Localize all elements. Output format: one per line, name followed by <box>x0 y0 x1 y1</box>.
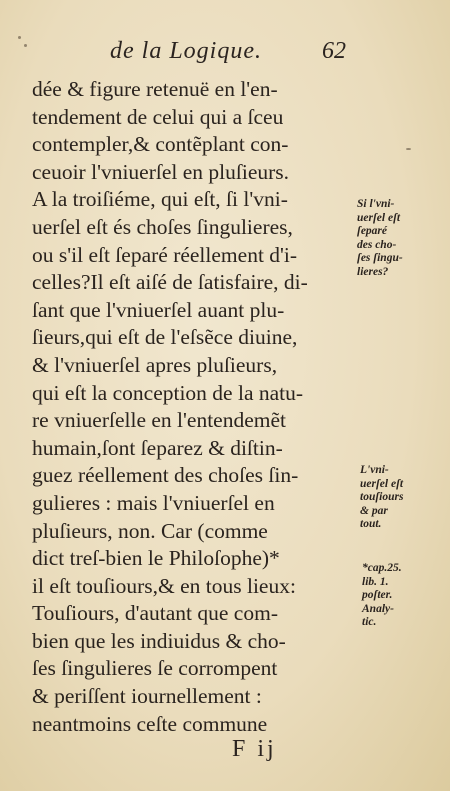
margin-note-line: Si l'vni- <box>357 198 395 210</box>
text-line: A la troiſiéme, qui eſt, ſi l'vni- <box>32 187 288 212</box>
text-line: contempler,& contẽplant con- <box>32 132 289 157</box>
signature-mark: F ij <box>232 736 277 762</box>
margin-note-line: touſiours <box>360 491 404 503</box>
text-line: re vniuerſelle en l'entendemẽt <box>32 408 286 433</box>
margin-note-line: Analy- <box>362 602 394 615</box>
text-line: ou s'il eſt ſeparé réellement d'i- <box>32 242 298 267</box>
body-text <box>32 76 362 738</box>
text-line: qui eſt la conception de la natu- <box>32 380 304 405</box>
margin-note-line: ſeparé <box>357 225 388 237</box>
margin-note-line: lieres? <box>357 265 389 278</box>
text-line: gulieres : mais l'vniuerſel en <box>32 490 275 515</box>
page-speck <box>406 148 411 150</box>
margin-note-separation <box>357 198 403 279</box>
text-line: celles?Il eſt aiſé de ſatisfaire, di- <box>32 270 308 295</box>
page-header <box>0 38 450 70</box>
text-line: Touſiours, d'autant que com- <box>32 601 278 626</box>
text-line: ſieurs,qui eſt de l'eſsẽce diuine, <box>32 325 298 350</box>
text-line: pluſieurs, non. Car (comme <box>32 518 268 543</box>
margin-note-always <box>360 464 403 532</box>
text-line: il eſt touſiours,& en tous lieux: <box>32 573 296 598</box>
page-number: 62 <box>322 38 346 64</box>
text-line: ſant que l'vniuerſel auant plu- <box>32 297 285 322</box>
margin-note-line: tout. <box>360 518 382 530</box>
text-line: guez réellement des choſes ſin- <box>32 463 299 488</box>
text-line: bien que les indiuidus & cho- <box>32 628 286 653</box>
margin-note-line: L'vni- <box>360 464 389 476</box>
margin-note-line: des cho- <box>357 238 397 251</box>
text-line: uerſel eſt és choſes ſingulieres, <box>32 214 293 239</box>
margin-note-line: uerſel eſt <box>360 477 404 490</box>
text-line: ceuoir l'vniuerſel en pluſieurs. <box>32 159 290 184</box>
text-line: & periſſent iournellement : <box>32 684 262 709</box>
text-line: dict treſ-bien le Philoſophe)* <box>32 546 280 571</box>
text-line: & l'vniuerſel apres pluſieurs, <box>32 352 278 377</box>
margin-note-line: *cap.25. <box>362 562 402 574</box>
margin-note-line: uerſel eſt <box>357 211 401 224</box>
margin-note-line: ſes ſingu- <box>357 252 403 264</box>
text-line: neantmoins ceſte commune <box>32 711 268 736</box>
margin-note-line: poſter. <box>362 589 393 601</box>
text-line: dée & figure retenuë en l'en- <box>32 77 278 101</box>
running-head: de la Logique. <box>110 38 262 64</box>
text-line: humain,ſont ſeparez & diſtin- <box>32 435 283 460</box>
text-line: ſes ſingulieres ſe corrompent <box>32 656 278 681</box>
margin-note-citation <box>362 562 402 630</box>
margin-note-line: tic. <box>362 616 377 628</box>
margin-note-line: lib. 1. <box>362 575 389 588</box>
text-line: tendement de celui qui a ſceu <box>32 104 284 129</box>
margin-note-line: & par <box>360 504 388 517</box>
